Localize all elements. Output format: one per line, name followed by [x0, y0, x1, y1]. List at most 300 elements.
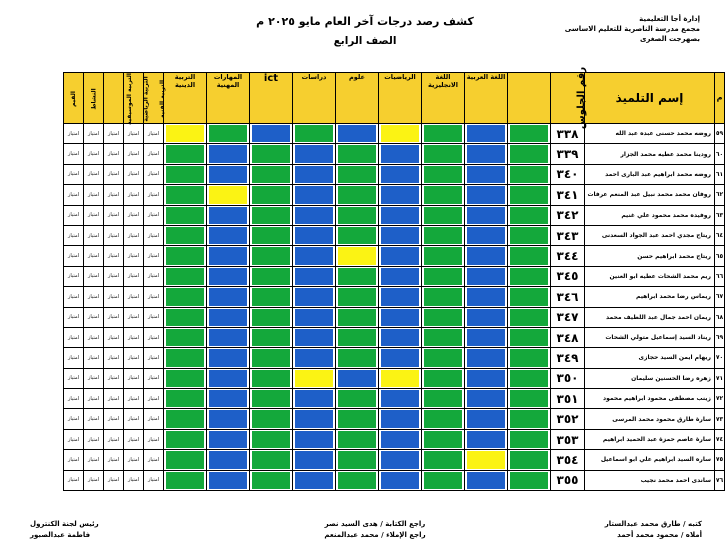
- grade-cell: [508, 164, 551, 184]
- grade-cell: [508, 368, 551, 388]
- grade-color-mark: [381, 268, 419, 285]
- grade-color-mark: [467, 472, 505, 489]
- activity-grade-cell: امتياز: [104, 368, 124, 388]
- grade-cell: [465, 266, 508, 286]
- grade-color-mark: [381, 329, 419, 346]
- table-row: [64, 185, 725, 205]
- grade-cell: [508, 287, 551, 307]
- activity-grade-cell: امتياز: [104, 450, 124, 470]
- activity-grade-cell: امتياز: [84, 348, 104, 368]
- admin-line-1: إدارة أجا التعليمية: [639, 15, 700, 23]
- grade-cell: [508, 327, 551, 347]
- grade-cell: [207, 470, 250, 490]
- grade-color-mark: [209, 472, 247, 489]
- grade-cell: [465, 246, 508, 266]
- grade-color-mark: [166, 268, 204, 285]
- grade-cell: [207, 409, 250, 429]
- grade-color-mark: [166, 472, 204, 489]
- activity-grade-cell: امتياز: [144, 348, 164, 368]
- grade-cell: [336, 205, 379, 225]
- grade-color-mark: [338, 207, 376, 224]
- header-ict: ict: [250, 73, 293, 124]
- grade-cell: [250, 225, 293, 245]
- grade-color-mark: [252, 431, 290, 448]
- seat-number-cell: ٣٣٨: [551, 124, 585, 144]
- activity-grade-cell: امتياز: [104, 205, 124, 225]
- grade-color-mark: [166, 349, 204, 366]
- table-row: [64, 348, 725, 368]
- student-name-cell: ريمان احمد جمال عبد اللطيف محمد: [585, 307, 715, 327]
- grade-cell: [164, 429, 207, 449]
- activity-grade-cell: امتياز: [64, 266, 84, 286]
- grade-color-mark: [381, 472, 419, 489]
- activity-grade-cell: امتياز: [84, 450, 104, 470]
- grade-cell: [422, 287, 465, 307]
- table-row: [64, 144, 725, 164]
- grade-color-mark: [209, 125, 247, 142]
- activity-grade-cell: امتياز: [64, 307, 84, 327]
- grade-color-mark: [252, 125, 290, 142]
- grade-color-mark: [467, 451, 505, 468]
- header-science: علوم: [336, 73, 379, 124]
- grade-cell: [465, 164, 508, 184]
- grade-cell: [293, 225, 336, 245]
- grade-cell: [465, 327, 508, 347]
- grade-cell: [336, 164, 379, 184]
- activity-grade-cell: امتياز: [124, 225, 144, 245]
- grade-color-mark: [209, 288, 247, 305]
- grade-color-mark: [338, 268, 376, 285]
- grade-cell: [164, 470, 207, 490]
- header-arabic: اللغة العربية: [465, 73, 508, 124]
- grade-color-mark: [166, 207, 204, 224]
- grade-color-mark: [209, 227, 247, 244]
- grade-cell: [293, 389, 336, 409]
- grade-color-mark: [166, 370, 204, 387]
- grade-color-mark: [252, 227, 290, 244]
- grade-color-mark: [510, 431, 548, 448]
- grade-cell: [293, 205, 336, 225]
- grade-cell: [336, 470, 379, 490]
- header-english: اللغة الانجليزية: [422, 73, 465, 124]
- grade-color-mark: [252, 247, 290, 264]
- grade-color-mark: [510, 329, 548, 346]
- grade-color-mark: [467, 125, 505, 142]
- grade-cell: [336, 368, 379, 388]
- grade-cell: [508, 450, 551, 470]
- grade-color-mark: [510, 166, 548, 183]
- grade-color-mark: [209, 349, 247, 366]
- grade-cell: [293, 307, 336, 327]
- grade-cell: [250, 246, 293, 266]
- row-index-cell: ٧٤: [715, 429, 725, 449]
- activity-grade-cell: امتياز: [104, 348, 124, 368]
- grade-color-mark: [209, 186, 247, 203]
- grade-cell: [422, 327, 465, 347]
- grade-cell: [164, 287, 207, 307]
- activity-grade-cell: امتياز: [144, 429, 164, 449]
- student-name-cell: سارة طارق محمود محمد المرسى: [585, 409, 715, 429]
- grade-color-mark: [252, 268, 290, 285]
- grade-cell: [422, 307, 465, 327]
- activity-grade-cell: امتياز: [144, 144, 164, 164]
- table-row: [64, 266, 725, 286]
- grade-cell: [379, 246, 422, 266]
- grade-cell: [207, 124, 250, 144]
- grade-cell: [164, 307, 207, 327]
- grade-cell: [250, 327, 293, 347]
- activity-grade-cell: امتياز: [84, 287, 104, 307]
- student-name-cell: سارة عاصم حمزة عبد الحميد ابراهيم: [585, 429, 715, 449]
- grade-color-mark: [424, 247, 462, 264]
- grade-cell: [379, 144, 422, 164]
- grade-cell: [164, 409, 207, 429]
- grade-color-mark: [209, 268, 247, 285]
- grade-cell: [465, 287, 508, 307]
- activity-grade-cell: امتياز: [124, 450, 144, 470]
- table-row: [64, 327, 725, 347]
- grade-cell: [336, 287, 379, 307]
- grade-color-mark: [209, 451, 247, 468]
- row-index-cell: ٧٦: [715, 470, 725, 490]
- grade-color-mark: [209, 207, 247, 224]
- grade-cell: [465, 409, 508, 429]
- grade-color-mark: [424, 329, 462, 346]
- grade-cell: [207, 389, 250, 409]
- grade-cell: [207, 144, 250, 164]
- grade-cell: [250, 429, 293, 449]
- grade-cell: [207, 287, 250, 307]
- grade-cell: [422, 266, 465, 286]
- grade-color-mark: [381, 370, 419, 387]
- grade-title: الصف الرابع: [333, 35, 397, 47]
- grade-cell: [250, 409, 293, 429]
- activity-grade-cell: امتياز: [84, 429, 104, 449]
- seat-number-cell: ٣٥٣: [551, 429, 585, 449]
- table-row: [64, 307, 725, 327]
- seat-number-cell: ٣٥٢: [551, 409, 585, 429]
- seat-number-cell: ٣٤٩: [551, 348, 585, 368]
- activity-grade-cell: امتياز: [124, 429, 144, 449]
- grade-cell: [207, 185, 250, 205]
- activity-grade-cell: امتياز: [144, 450, 164, 470]
- grade-cell: [250, 287, 293, 307]
- row-index-cell: ٦٦: [715, 266, 725, 286]
- grade-color-mark: [424, 227, 462, 244]
- grade-cell: [293, 429, 336, 449]
- grade-cell: [422, 246, 465, 266]
- activity-grade-cell: امتياز: [144, 164, 164, 184]
- row-index-cell: ٧٠: [715, 348, 725, 368]
- grade-color-mark: [467, 268, 505, 285]
- activity-grade-cell: امتياز: [84, 185, 104, 205]
- grade-cell: [164, 348, 207, 368]
- grade-color-mark: [381, 410, 419, 427]
- grade-color-mark: [510, 309, 548, 326]
- grade-cell: [207, 368, 250, 388]
- chair-line-2: فاطمة عبدالصبور: [30, 531, 91, 539]
- grade-cell: [336, 185, 379, 205]
- grade-cell: [379, 124, 422, 144]
- grade-color-mark: [510, 472, 548, 489]
- row-index-cell: ٦٩: [715, 327, 725, 347]
- grade-color-mark: [510, 390, 548, 407]
- header-seat-number: رقم الجلوس: [551, 73, 585, 124]
- activity-grade-cell: امتياز: [124, 287, 144, 307]
- seat-number-cell: ٣٤٥: [551, 266, 585, 286]
- grade-cell: [207, 205, 250, 225]
- grade-color-mark: [252, 349, 290, 366]
- student-name-cell: ريماس رضا محمد ابراهيم: [585, 287, 715, 307]
- row-index-cell: ٦٧: [715, 287, 725, 307]
- grade-color-mark: [424, 309, 462, 326]
- grade-color-mark: [381, 451, 419, 468]
- grade-color-mark: [295, 186, 333, 203]
- grade-cell: [164, 205, 207, 225]
- grade-cell: [422, 429, 465, 449]
- activity-grade-cell: امتياز: [124, 470, 144, 490]
- grade-color-mark: [381, 349, 419, 366]
- student-name-cell: ساندى احمد محمد نجيب: [585, 470, 715, 490]
- grade-color-mark: [424, 472, 462, 489]
- grade-color-mark: [209, 309, 247, 326]
- activity-grade-cell: امتياز: [124, 164, 144, 184]
- grade-cell: [293, 409, 336, 429]
- activity-grade-cell: امتياز: [104, 389, 124, 409]
- activity-grade-cell: امتياز: [104, 266, 124, 286]
- activity-grade-cell: امتياز: [144, 124, 164, 144]
- activity-grade-cell: امتياز: [144, 225, 164, 245]
- grade-cell: [508, 144, 551, 164]
- activity-grade-cell: امتياز: [84, 368, 104, 388]
- grade-cell: [250, 124, 293, 144]
- table-row: [64, 205, 725, 225]
- activity-grade-cell: امتياز: [144, 327, 164, 347]
- grade-cell: [508, 389, 551, 409]
- grade-color-mark: [424, 410, 462, 427]
- grade-color-mark: [467, 349, 505, 366]
- activity-grade-cell: امتياز: [104, 470, 124, 490]
- grade-color-mark: [209, 145, 247, 162]
- activity-grade-cell: امتياز: [104, 144, 124, 164]
- seat-number-cell: ٣٤١: [551, 185, 585, 205]
- activity-grade-cell: امتياز: [64, 470, 84, 490]
- grade-color-mark: [381, 288, 419, 305]
- grade-cell: [250, 389, 293, 409]
- activity-grade-cell: امتياز: [104, 409, 124, 429]
- grade-cell: [379, 225, 422, 245]
- grade-cell: [379, 185, 422, 205]
- grade-color-mark: [209, 410, 247, 427]
- grade-cell: [465, 368, 508, 388]
- activity-grade-cell: امتياز: [124, 266, 144, 286]
- grade-color-mark: [295, 390, 333, 407]
- activity-grade-cell: امتياز: [64, 164, 84, 184]
- grade-color-mark: [295, 370, 333, 387]
- grade-cell: [379, 348, 422, 368]
- grade-cell: [164, 450, 207, 470]
- activity-grade-cell: امتياز: [144, 368, 164, 388]
- seat-number-cell: ٣٥١: [551, 389, 585, 409]
- reviewer-line-1: راجع الكتابة / هدى السيد نصر: [324, 520, 426, 528]
- admin-line-2: مجمع مدرسة الناصرية للتعليم الاساسى: [564, 25, 700, 33]
- grade-cell: [207, 327, 250, 347]
- row-index-cell: ٥٩: [715, 124, 725, 144]
- header-student-name: إسم التلميذ: [585, 73, 715, 124]
- grade-color-mark: [295, 125, 333, 142]
- grade-cell: [250, 164, 293, 184]
- grade-cell: [250, 205, 293, 225]
- activity-grade-cell: امتياز: [124, 368, 144, 388]
- table-row: [64, 246, 725, 266]
- grade-color-mark: [295, 309, 333, 326]
- seat-number-cell: ٣٤٣: [551, 225, 585, 245]
- grade-cell: [379, 205, 422, 225]
- grade-color-mark: [166, 329, 204, 346]
- grade-cell: [508, 205, 551, 225]
- activity-grade-cell: امتياز: [104, 225, 124, 245]
- activity-grade-cell: امتياز: [64, 450, 84, 470]
- student-name-cell: ريتاج محمد ابراهيم حسن: [585, 246, 715, 266]
- grade-cell: [336, 225, 379, 245]
- grade-color-mark: [381, 207, 419, 224]
- activity-grade-cell: امتياز: [124, 307, 144, 327]
- grade-color-mark: [166, 227, 204, 244]
- grade-color-mark: [338, 472, 376, 489]
- activity-grade-cell: امتياز: [64, 368, 84, 388]
- activity-grade-cell: امتياز: [124, 205, 144, 225]
- grade-cell: [164, 266, 207, 286]
- grade-color-mark: [252, 309, 290, 326]
- grade-cell: [293, 164, 336, 184]
- grade-cell: [336, 429, 379, 449]
- grade-color-mark: [510, 247, 548, 264]
- activity-grade-cell: امتياز: [84, 205, 104, 225]
- grade-color-mark: [381, 247, 419, 264]
- activity-grade-cell: امتياز: [84, 164, 104, 184]
- grade-cell: [422, 389, 465, 409]
- grade-cell: [379, 470, 422, 490]
- row-index-cell: ٦٤: [715, 225, 725, 245]
- table-row: [64, 389, 725, 409]
- grade-color-mark: [467, 145, 505, 162]
- grade-color-mark: [510, 125, 548, 142]
- activity-grade-cell: امتياز: [84, 225, 104, 245]
- student-name-cell: روضه محمد حسنى عبده عبد الله: [585, 124, 715, 144]
- grade-cell: [508, 185, 551, 205]
- grade-color-mark: [252, 288, 290, 305]
- header-music: التربية الموسيقية: [104, 73, 124, 124]
- activity-grade-cell: امتياز: [64, 389, 84, 409]
- row-index-cell: ٦٣: [715, 205, 725, 225]
- activity-grade-cell: امتياز: [104, 307, 124, 327]
- activity-grade-cell: امتياز: [64, 429, 84, 449]
- grade-cell: [508, 348, 551, 368]
- activity-grade-cell: امتياز: [104, 164, 124, 184]
- grade-cell: [207, 450, 250, 470]
- grade-color-mark: [295, 431, 333, 448]
- grade-color-mark: [467, 288, 505, 305]
- grade-cell: [422, 185, 465, 205]
- grade-color-mark: [338, 125, 376, 142]
- grade-cell: [336, 124, 379, 144]
- grade-cell: [164, 124, 207, 144]
- grade-color-mark: [510, 349, 548, 366]
- grade-cell: [336, 348, 379, 368]
- footer-chair: [30, 519, 160, 541]
- row-index-cell: ٦١: [715, 164, 725, 184]
- grade-color-mark: [467, 166, 505, 183]
- grade-color-mark: [467, 431, 505, 448]
- grade-cell: [422, 348, 465, 368]
- grade-color-mark: [424, 268, 462, 285]
- grade-color-mark: [166, 186, 204, 203]
- grade-cell: [379, 429, 422, 449]
- activity-grade-cell: امتياز: [64, 144, 84, 164]
- row-index-cell: ٦٠: [715, 144, 725, 164]
- grade-color-mark: [166, 431, 204, 448]
- grade-color-mark: [295, 472, 333, 489]
- grade-cell: [508, 124, 551, 144]
- grade-cell: [164, 327, 207, 347]
- grade-color-mark: [295, 451, 333, 468]
- grade-color-mark: [424, 186, 462, 203]
- grade-color-mark: [166, 125, 204, 142]
- administration-header: [500, 14, 700, 44]
- grade-cell: [379, 389, 422, 409]
- grade-color-mark: [252, 145, 290, 162]
- student-name-cell: زينب مصطفى محمود ابراهيم محمود: [585, 389, 715, 409]
- grade-cell: [465, 185, 508, 205]
- grade-color-mark: [424, 451, 462, 468]
- grade-color-mark: [166, 288, 204, 305]
- activity-grade-cell: امتياز: [144, 409, 164, 429]
- grade-color-mark: [510, 207, 548, 224]
- activity-grade-cell: امتياز: [84, 470, 104, 490]
- activity-grade-cell: امتياز: [64, 124, 84, 144]
- grade-color-mark: [381, 309, 419, 326]
- header-religion: التربية الدينية: [164, 73, 207, 124]
- student-name-cell: ريهام ايمن السيد حجازى: [585, 348, 715, 368]
- grade-color-mark: [338, 166, 376, 183]
- grade-color-mark: [424, 431, 462, 448]
- grade-cell: [379, 409, 422, 429]
- grade-cell: [207, 266, 250, 286]
- grade-cell: [508, 266, 551, 286]
- grade-color-mark: [252, 166, 290, 183]
- seat-number-cell: ٣٤٠: [551, 164, 585, 184]
- grade-color-mark: [338, 247, 376, 264]
- grade-cell: [336, 409, 379, 429]
- grade-color-mark: [166, 247, 204, 264]
- grade-cell: [164, 225, 207, 245]
- activity-grade-cell: امتياز: [84, 389, 104, 409]
- grade-color-mark: [252, 451, 290, 468]
- activity-grade-cell: امتياز: [84, 307, 104, 327]
- grade-color-mark: [338, 309, 376, 326]
- grade-color-mark: [424, 207, 462, 224]
- grade-cell: [422, 205, 465, 225]
- activity-grade-cell: امتياز: [64, 287, 84, 307]
- grade-cell: [207, 307, 250, 327]
- grade-cell: [336, 450, 379, 470]
- grade-color-mark: [166, 309, 204, 326]
- grade-cell: [508, 307, 551, 327]
- activity-grade-cell: امتياز: [124, 409, 144, 429]
- student-name-cell: ريناد السيد إسماعيل متولي الشحات: [585, 327, 715, 347]
- grade-color-mark: [209, 247, 247, 264]
- grade-cell: [250, 144, 293, 164]
